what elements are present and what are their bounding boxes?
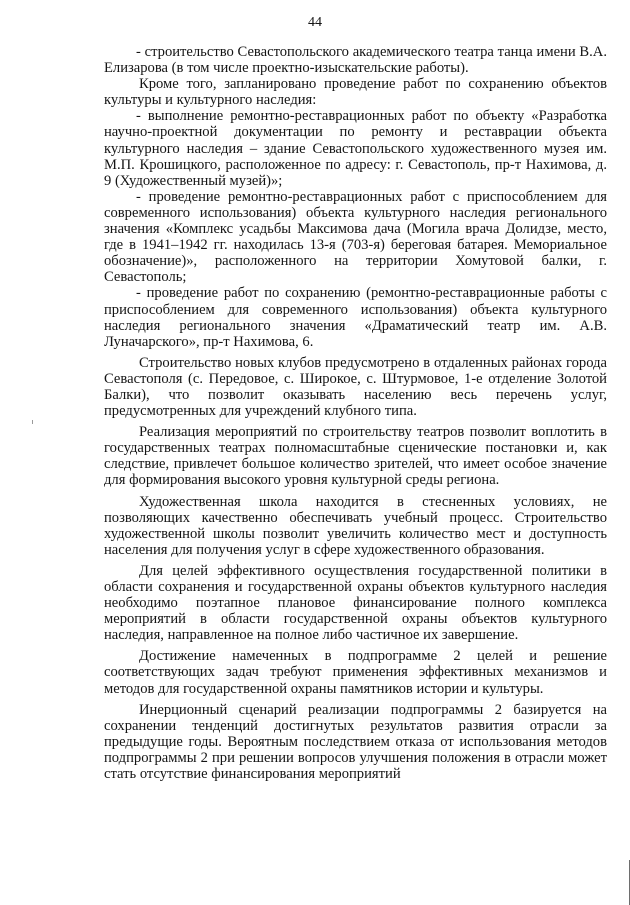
paragraph-theatre-construction: - строительство Севастопольского академического театра танца имени В.А. Елизарова (в том числе проектно-изыскательские работы).	[104, 44, 607, 77]
paragraph-art-museum: - выполнение ремонтно-реставрационных работ по объекту «Разработка научно-проектной документации по ремонту и реставрации объекта культурного наследия – здание Севастопольского художественного музея им. М.П. Крошицкого, расположенное по адресу: г. Севастополь, пр-т Нахимова, д. 9 (Художественный музей)»;	[104, 108, 607, 189]
paragraph-new-clubs: Строительство новых клубов предусмотрено в отдаленных районах города Севастополя (с. Передовое, с. Широкое, с. Штурмовое, 1-е отделение Золотой Балки), что позволит оказывать населению весь перечень услуг, предусмотренных для учреждений клубного типа.	[104, 354, 607, 420]
scan-speck	[32, 420, 33, 424]
paragraph-state-policy: Для целей эффективного осуществления государственной политики в области сохранения и государственной охраны объектов культурного наследия необходимо поэтапное плановое финансирование полного комплекса мероприятий в области государственной охраны объектов культурного наследия, направленное на полное либо частичное их завершение.	[104, 562, 607, 644]
paragraph-goals: Достижение намеченных в подпрограмме 2 целей и решение соответствующих задач требуют применения эффективных механизмов и методов для государственной охраны памятников истории и культуры.	[104, 648, 607, 697]
document-body	[104, 44, 607, 782]
paragraph-theatres-effect: Реализация мероприятий по строительству театров позволит воплотить в государственных театрах полномасштабные сценические постановки и, как следствие, привлечет большое количество зрителей, что имеет особое значение для формирования высокого уровня культурной среды региона.	[104, 424, 607, 489]
paragraph-maksimova-dacha: - проведение ремонтно-реставрационных работ с приспособлением для современного использования) объекта культурного наследия регионального значения «Комплекс усадьбы Максимова дача (Могила врача Долидзе, место, где в 1941–1942 гг. находилась 13-я (703-я) береговая батарея. Мемориальное обозначение)», расположенного на территории Хомутовой балки, г. Севастополь;	[104, 188, 607, 286]
paragraph-art-school: Художественная школа находится в стесненных условиях, не позволяющих качественно обеспечивать учебный процесс. Строительство художественной школы позволит увеличить количество мест и доступность населения для получения услуг в сфере художественного образования.	[104, 493, 607, 558]
paragraph-inertial-scenario: Инерционный сценарий реализации подпрограммы 2 базируется на сохранении тенденций достигнутых результатов развития отрасли за предыдущие годы. Вероятным последствием отказа от использования методов подпрограммы 2 при решении вопросов улучшения положения в отрасли может стать отсутствие финансирования мероприятий	[104, 701, 607, 783]
page-number: 44	[308, 15, 322, 30]
paragraph-drama-theatre: - проведение работ по сохранению (ремонтно-реставрационные работы с приспособлением для современного использования) объекта культурного наследия регионального значения «Драматический театр им. А.В. Луначарского», пр-т Нахимова, 6.	[104, 285, 607, 350]
paragraph-heritage-intro: Кроме того, запланировано проведение работ по сохранению объектов культуры и культурного наследия:	[104, 76, 607, 109]
